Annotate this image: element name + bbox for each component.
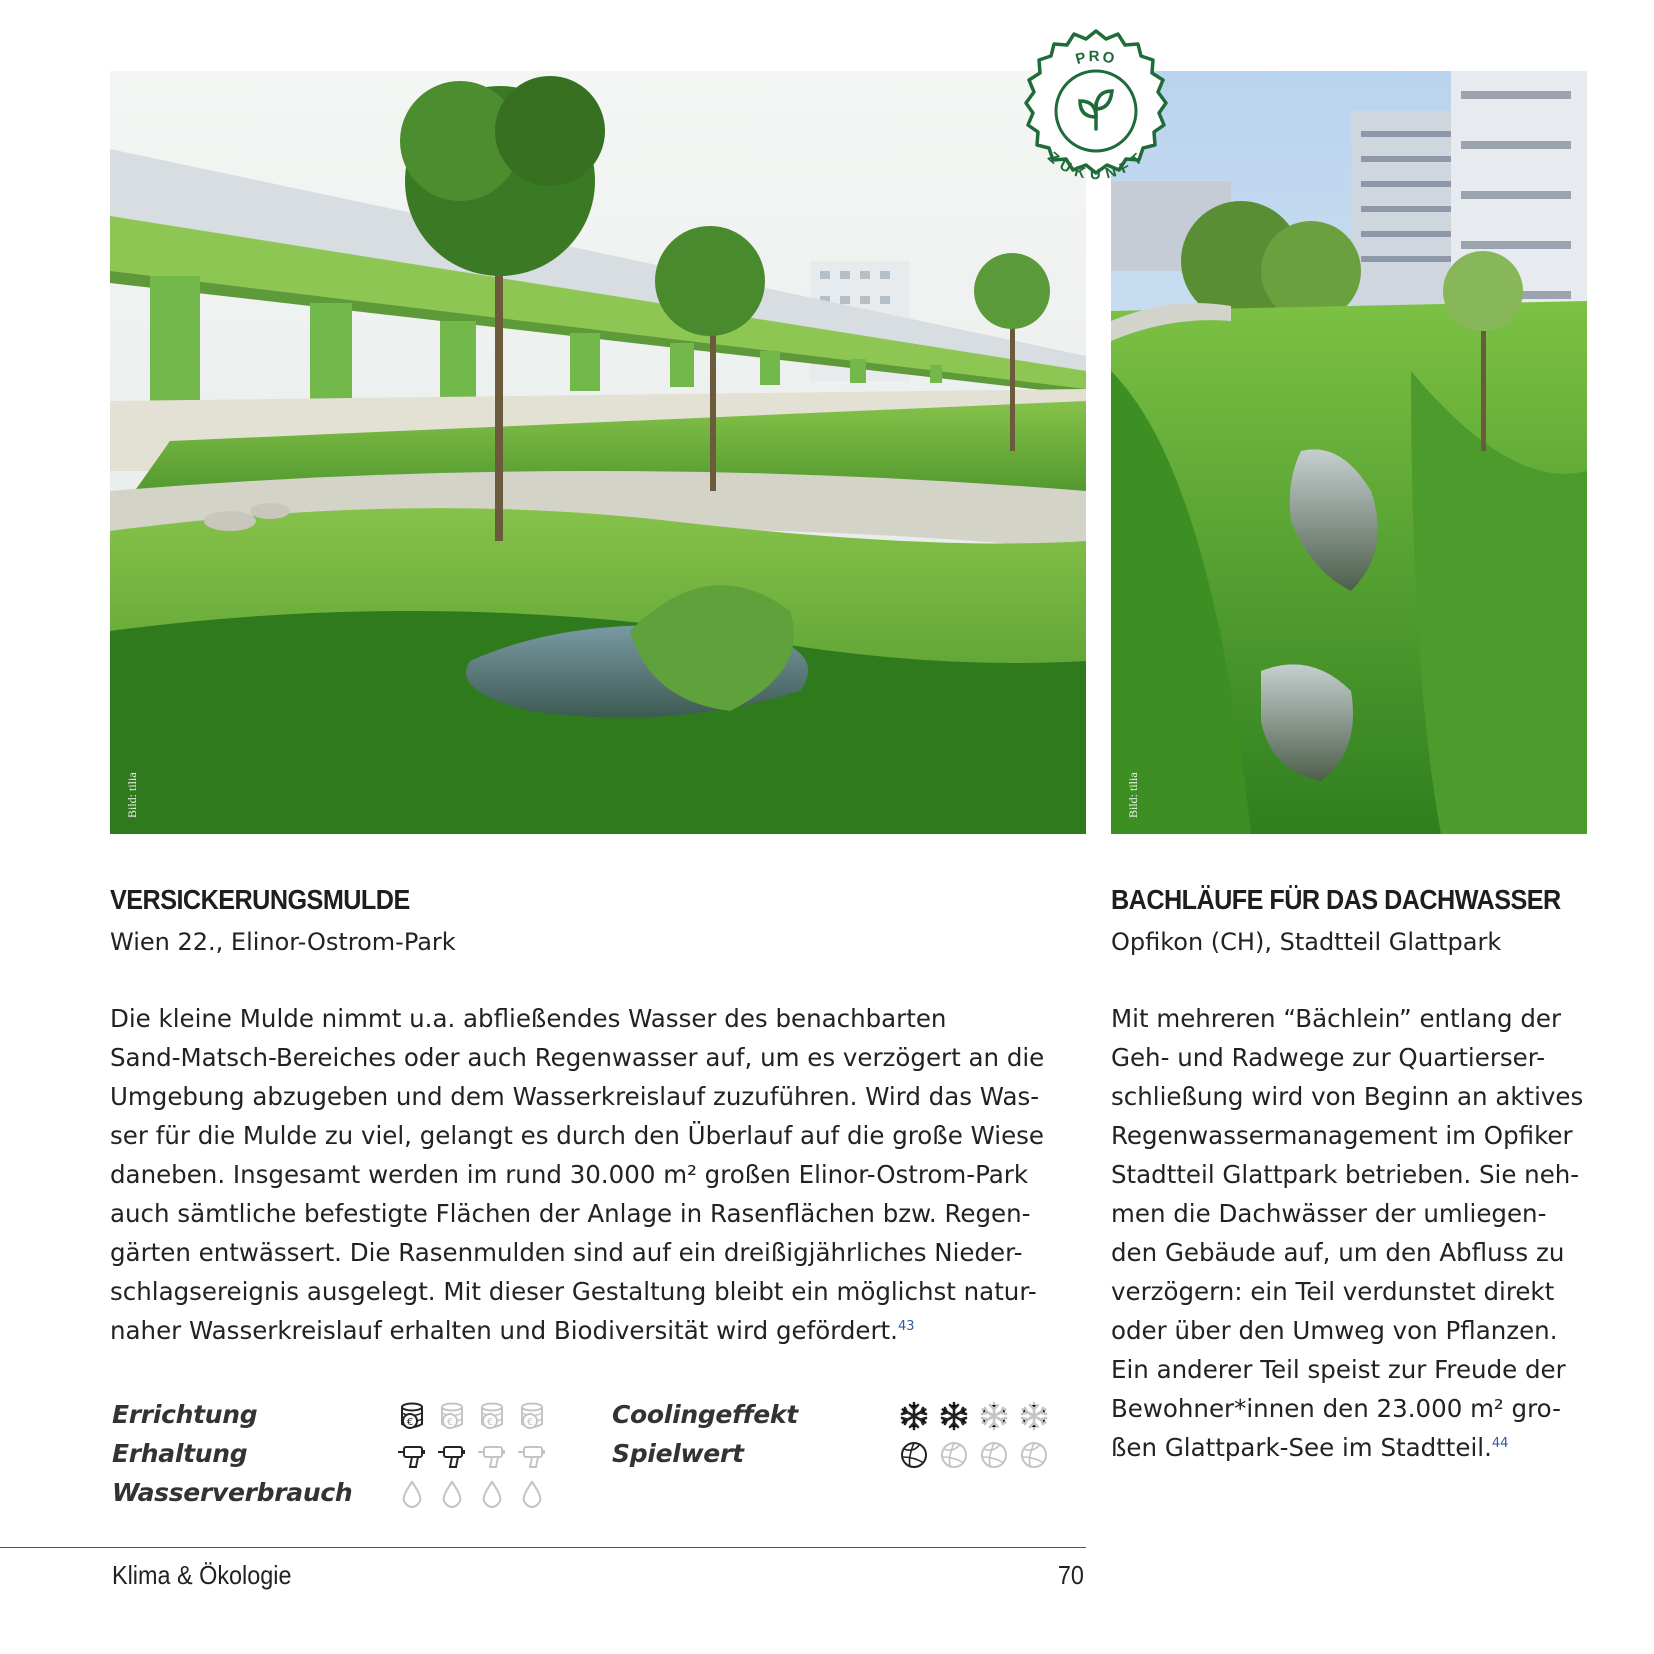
badge-top-text: PRO xyxy=(1073,47,1119,69)
body-line: Die kleine Mulde nimmt u.a. abfließendes Wasser des benachbarten xyxy=(110,1004,947,1033)
rating-label-spielwert: Spielwert xyxy=(612,1439,744,1468)
water-drop-icon-empty xyxy=(436,1478,468,1510)
body-line: ser für die Mulde zu viel, gelangt es durch den Überlauf auf die große Wiese xyxy=(110,1121,1044,1150)
left-article-location: Wien 22., Elinor-Ostrom-Park xyxy=(110,928,456,956)
body-line: gärten entwässert. Die Rasenmulden sind auf ein dreißigjährliches Nieder- xyxy=(110,1238,1023,1267)
rating-label-wasserverbrauch: Wasserverbrauch xyxy=(112,1478,353,1507)
photo-credit-left: Bild: tilia xyxy=(125,772,139,818)
water-drop-icon-empty xyxy=(476,1478,508,1510)
body-line: Regenwassermanagement im Opfiker xyxy=(1111,1121,1573,1150)
park-swale-photo xyxy=(110,71,1086,834)
rating-icons-wasserverbrauch xyxy=(396,1478,548,1510)
rating-icons-erhaltung xyxy=(396,1439,548,1471)
ball-icon-empty xyxy=(938,1439,970,1471)
rating-icons-errichtung xyxy=(396,1400,548,1432)
svg-text:€: € xyxy=(486,1417,494,1428)
footer-section: Klima & Ökologie xyxy=(112,1560,292,1590)
body-line: auch sämtliche befestigte Flächen der Anlage in Rasenflächen bzw. Regen- xyxy=(110,1199,1031,1228)
body-line: men die Dachwässer der umliegen- xyxy=(1111,1199,1547,1228)
body-line: verzögern: ein Teil verdunstet direkt xyxy=(1111,1277,1555,1306)
snowflake-icon-filled xyxy=(898,1400,930,1432)
creek-photo xyxy=(1111,71,1587,834)
photo-bachlaeufe xyxy=(1111,71,1587,834)
drill-icon-empty xyxy=(476,1439,508,1471)
pro-zukunft-badge xyxy=(1010,25,1182,197)
body-line: naher Wasserkreislauf erhalten und Biodiversität wird gefördert.$^{43}$ xyxy=(110,1316,915,1345)
ball-icon-filled xyxy=(898,1439,930,1471)
rating-icons-coolingeffekt xyxy=(898,1400,1050,1432)
coin-stack-icon-empty xyxy=(516,1400,548,1432)
coin-stack-icon-empty xyxy=(436,1400,468,1432)
ball-icon-empty xyxy=(1018,1439,1050,1471)
body-line: Umgebung abzugeben und dem Wasserkreislauf zuzuführen. Wird das Was- xyxy=(110,1082,1040,1111)
left-article-body xyxy=(110,999,1044,1350)
body-line: Sand-Matsch-Bereiches oder auch Regenwasser auf, um es verzögert an die xyxy=(110,1043,1045,1072)
drill-icon-filled xyxy=(436,1439,468,1471)
footer-divider xyxy=(0,1547,1086,1548)
body-line: schließung wird von Beginn an aktives xyxy=(1111,1082,1584,1111)
body-line: schlagsereignis ausgelegt. Mit dieser Gestaltung bleibt ein möglichst natur- xyxy=(110,1277,1037,1306)
svg-text:€: € xyxy=(406,1417,414,1428)
snowflake-icon-filled xyxy=(938,1400,970,1432)
rating-label-errichtung: Errichtung xyxy=(112,1400,258,1429)
footnote-ref[interactable]: 43 xyxy=(897,1318,915,1334)
right-article-location: Opfikon (CH), Stadtteil Glattpark xyxy=(1111,928,1502,956)
water-drop-icon-empty xyxy=(516,1478,548,1510)
coin-stack-icon-filled xyxy=(396,1400,428,1432)
body-line: Mit mehreren “Bächlein” entlang der xyxy=(1111,1004,1562,1033)
svg-text:€: € xyxy=(526,1417,534,1428)
svg-text:€: € xyxy=(446,1417,454,1428)
coin-stack-icon-empty xyxy=(476,1400,508,1432)
page-number: 70 xyxy=(1057,1560,1084,1590)
body-line: Geh- und Radwege zur Quartierser- xyxy=(1111,1043,1546,1072)
body-line: Stadtteil Glattpark betrieben. Sie neh- xyxy=(1111,1160,1580,1189)
left-article-heading: VERSICKERUNGSMULDE xyxy=(110,884,410,915)
snowflake-icon-empty xyxy=(1018,1400,1050,1432)
snowflake-icon-empty xyxy=(978,1400,1010,1432)
body-line: Bewohner*innen den 23.000 m² gro- xyxy=(1111,1394,1561,1423)
body-line: ßen Glattpark-See im Stadtteil.$^{44}$ xyxy=(1111,1433,1509,1462)
rating-icons-spielwert xyxy=(898,1439,1050,1471)
body-line: oder über den Umweg von Pflanzen. xyxy=(1111,1316,1558,1345)
footnote-ref[interactable]: 44 xyxy=(1491,1435,1509,1451)
rating-label-erhaltung: Erhaltung xyxy=(112,1439,248,1468)
badge-bottom-text: ZUKUNFT xyxy=(1044,148,1148,184)
rating-label-coolingeffekt: Coolingeffekt xyxy=(612,1400,798,1429)
water-drop-icon-empty xyxy=(396,1478,428,1510)
body-line: den Gebäude auf, um den Abfluss zu xyxy=(1111,1238,1565,1267)
drill-icon-empty xyxy=(516,1439,548,1471)
photo-versickerungsmulde xyxy=(110,71,1086,834)
drill-icon-filled xyxy=(396,1439,428,1471)
ball-icon-empty xyxy=(978,1439,1010,1471)
body-line: Ein anderer Teil speist zur Freude der xyxy=(1111,1355,1566,1384)
body-line: daneben. Insgesamt werden im rund 30.000 m² großen Elinor-Ostrom-Park xyxy=(110,1160,1029,1189)
right-article-body xyxy=(1111,999,1583,1467)
photo-credit-right: Bild: tilia xyxy=(1126,772,1140,818)
right-article-heading: BACHLÄUFE FÜR DAS DACHWASSER xyxy=(1111,884,1561,915)
